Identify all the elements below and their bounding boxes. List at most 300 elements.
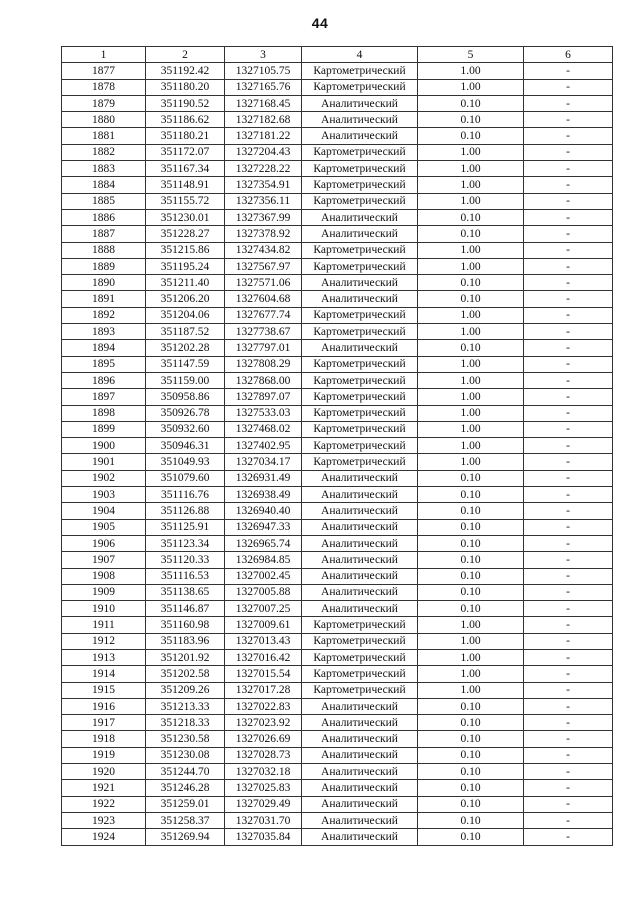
- accuracy-cell: 0.10: [418, 764, 524, 780]
- table-row: [62, 617, 613, 633]
- note-cell: -: [524, 747, 613, 763]
- y-coordinate-cell: 1327007.25: [225, 601, 302, 617]
- note-cell: -: [524, 421, 613, 437]
- accuracy-cell: 0.10: [418, 552, 524, 568]
- note-cell: -: [524, 617, 613, 633]
- note-cell: -: [524, 487, 613, 503]
- method-cell: Аналитический: [302, 552, 418, 568]
- y-coordinate-cell: 1327204.43: [225, 144, 302, 160]
- table-row: [62, 487, 613, 503]
- note-cell: -: [524, 519, 613, 535]
- table-row: [62, 242, 613, 258]
- table-row: [62, 438, 613, 454]
- method-cell: Картометрический: [302, 633, 418, 649]
- point-number-cell: 1881: [62, 128, 146, 144]
- column-header-6: 6: [524, 47, 613, 63]
- note-cell: -: [524, 698, 613, 714]
- x-coordinate-cell: 351116.76: [146, 487, 225, 503]
- table-row: [62, 812, 613, 828]
- x-coordinate-cell: 351187.52: [146, 324, 225, 340]
- table-row: [62, 535, 613, 551]
- method-cell: Аналитический: [302, 535, 418, 551]
- accuracy-cell: 0.10: [418, 503, 524, 519]
- x-coordinate-cell: 351159.00: [146, 372, 225, 388]
- method-cell: Аналитический: [302, 95, 418, 111]
- x-coordinate-cell: 351209.26: [146, 682, 225, 698]
- point-number-cell: 1924: [62, 829, 146, 845]
- y-coordinate-cell: 1327013.43: [225, 633, 302, 649]
- accuracy-cell: 0.10: [418, 535, 524, 551]
- table-row: [62, 258, 613, 274]
- point-number-cell: 1892: [62, 307, 146, 323]
- x-coordinate-cell: 351258.37: [146, 812, 225, 828]
- y-coordinate-cell: 1327897.07: [225, 389, 302, 405]
- x-coordinate-cell: 350932.60: [146, 421, 225, 437]
- point-number-cell: 1891: [62, 291, 146, 307]
- method-cell: Аналитический: [302, 747, 418, 763]
- point-number-cell: 1885: [62, 193, 146, 209]
- method-cell: Аналитический: [302, 796, 418, 812]
- accuracy-cell: 0.10: [418, 519, 524, 535]
- table-row: [62, 796, 613, 812]
- y-coordinate-cell: 1327026.69: [225, 731, 302, 747]
- table-row: [62, 633, 613, 649]
- y-coordinate-cell: 1327029.49: [225, 796, 302, 812]
- point-number-cell: 1912: [62, 633, 146, 649]
- x-coordinate-cell: 351148.91: [146, 177, 225, 193]
- point-number-cell: 1922: [62, 796, 146, 812]
- accuracy-cell: 0.10: [418, 601, 524, 617]
- point-number-cell: 1895: [62, 356, 146, 372]
- y-coordinate-cell: 1326984.85: [225, 552, 302, 568]
- accuracy-cell: 0.10: [418, 291, 524, 307]
- method-cell: Аналитический: [302, 226, 418, 242]
- y-coordinate-cell: 1327434.82: [225, 242, 302, 258]
- x-coordinate-cell: 350958.86: [146, 389, 225, 405]
- note-cell: -: [524, 340, 613, 356]
- y-coordinate-cell: 1327009.61: [225, 617, 302, 633]
- point-number-cell: 1918: [62, 731, 146, 747]
- table-header: [62, 47, 613, 63]
- column-header-5: 5: [418, 47, 524, 63]
- method-cell: Аналитический: [302, 698, 418, 714]
- note-cell: -: [524, 682, 613, 698]
- accuracy-cell: 1.00: [418, 649, 524, 665]
- note-cell: -: [524, 454, 613, 470]
- method-cell: Аналитический: [302, 731, 418, 747]
- y-coordinate-cell: 1327031.70: [225, 812, 302, 828]
- x-coordinate-cell: 351123.34: [146, 535, 225, 551]
- x-coordinate-cell: 351192.42: [146, 63, 225, 79]
- method-cell: Картометрический: [302, 161, 418, 177]
- accuracy-cell: 1.00: [418, 666, 524, 682]
- accuracy-cell: 1.00: [418, 356, 524, 372]
- column-header-1: 1: [62, 47, 146, 63]
- point-number-cell: 1923: [62, 812, 146, 828]
- table-row: [62, 780, 613, 796]
- accuracy-cell: 0.10: [418, 698, 524, 714]
- x-coordinate-cell: 351211.40: [146, 275, 225, 291]
- note-cell: -: [524, 715, 613, 731]
- table-row: [62, 470, 613, 486]
- point-number-cell: 1903: [62, 487, 146, 503]
- table-row: [62, 454, 613, 470]
- accuracy-cell: 1.00: [418, 307, 524, 323]
- y-coordinate-cell: 1327677.74: [225, 307, 302, 323]
- method-cell: Картометрический: [302, 177, 418, 193]
- y-coordinate-cell: 1327533.03: [225, 405, 302, 421]
- y-coordinate-cell: 1327025.83: [225, 780, 302, 796]
- method-cell: Картометрический: [302, 438, 418, 454]
- table-row: [62, 829, 613, 845]
- point-number-cell: 1917: [62, 715, 146, 731]
- accuracy-cell: 1.00: [418, 389, 524, 405]
- point-number-cell: 1920: [62, 764, 146, 780]
- method-cell: Картометрический: [302, 144, 418, 160]
- y-coordinate-cell: 1327354.91: [225, 177, 302, 193]
- accuracy-cell: 1.00: [418, 682, 524, 698]
- table-row: [62, 226, 613, 242]
- note-cell: -: [524, 112, 613, 128]
- note-cell: -: [524, 95, 613, 111]
- page-number: 44: [311, 15, 329, 31]
- note-cell: -: [524, 258, 613, 274]
- accuracy-cell: 1.00: [418, 421, 524, 437]
- note-cell: -: [524, 503, 613, 519]
- method-cell: Аналитический: [302, 340, 418, 356]
- accuracy-cell: 0.10: [418, 812, 524, 828]
- x-coordinate-cell: 350926.78: [146, 405, 225, 421]
- accuracy-cell: 1.00: [418, 177, 524, 193]
- table-row: [62, 649, 613, 665]
- x-coordinate-cell: 351079.60: [146, 470, 225, 486]
- method-cell: Аналитический: [302, 812, 418, 828]
- table-row: [62, 79, 613, 95]
- accuracy-cell: 0.10: [418, 487, 524, 503]
- table-row: [62, 372, 613, 388]
- note-cell: -: [524, 242, 613, 258]
- accuracy-cell: 0.10: [418, 128, 524, 144]
- y-coordinate-cell: 1327571.06: [225, 275, 302, 291]
- note-cell: -: [524, 389, 613, 405]
- table-row: [62, 764, 613, 780]
- accuracy-cell: 0.10: [418, 209, 524, 225]
- accuracy-cell: 0.10: [418, 584, 524, 600]
- x-coordinate-cell: 351202.28: [146, 340, 225, 356]
- method-cell: Аналитический: [302, 487, 418, 503]
- note-cell: -: [524, 666, 613, 682]
- point-number-cell: 1877: [62, 63, 146, 79]
- y-coordinate-cell: 1327028.73: [225, 747, 302, 763]
- method-cell: Картометрический: [302, 649, 418, 665]
- note-cell: -: [524, 405, 613, 421]
- point-number-cell: 1905: [62, 519, 146, 535]
- y-coordinate-cell: 1326965.74: [225, 535, 302, 551]
- note-cell: -: [524, 177, 613, 193]
- note-cell: -: [524, 79, 613, 95]
- method-cell: Картометрический: [302, 682, 418, 698]
- accuracy-cell: 1.00: [418, 438, 524, 454]
- table-row: [62, 112, 613, 128]
- method-cell: Аналитический: [302, 764, 418, 780]
- point-number-cell: 1900: [62, 438, 146, 454]
- y-coordinate-cell: 1327181.22: [225, 128, 302, 144]
- note-cell: -: [524, 144, 613, 160]
- accuracy-cell: 0.10: [418, 340, 524, 356]
- point-number-cell: 1884: [62, 177, 146, 193]
- y-coordinate-cell: 1327015.54: [225, 666, 302, 682]
- method-cell: Аналитический: [302, 780, 418, 796]
- note-cell: -: [524, 812, 613, 828]
- x-coordinate-cell: 351228.27: [146, 226, 225, 242]
- note-cell: -: [524, 633, 613, 649]
- point-number-cell: 1897: [62, 389, 146, 405]
- note-cell: -: [524, 780, 613, 796]
- x-coordinate-cell: 351230.01: [146, 209, 225, 225]
- accuracy-cell: 1.00: [418, 454, 524, 470]
- table-row: [62, 715, 613, 731]
- x-coordinate-cell: 351230.08: [146, 747, 225, 763]
- x-coordinate-cell: 351147.59: [146, 356, 225, 372]
- x-coordinate-cell: 351230.58: [146, 731, 225, 747]
- table-row: [62, 193, 613, 209]
- y-coordinate-cell: 1327797.01: [225, 340, 302, 356]
- method-cell: Картометрический: [302, 617, 418, 633]
- table-row: [62, 209, 613, 225]
- note-cell: -: [524, 552, 613, 568]
- table-row: [62, 519, 613, 535]
- x-coordinate-cell: 351167.34: [146, 161, 225, 177]
- note-cell: -: [524, 584, 613, 600]
- point-number-cell: 1878: [62, 79, 146, 95]
- y-coordinate-cell: 1327005.88: [225, 584, 302, 600]
- y-coordinate-cell: 1326938.49: [225, 487, 302, 503]
- accuracy-cell: 1.00: [418, 372, 524, 388]
- point-number-cell: 1906: [62, 535, 146, 551]
- accuracy-cell: 0.10: [418, 747, 524, 763]
- table-row: [62, 584, 613, 600]
- table-row: [62, 698, 613, 714]
- x-coordinate-cell: 351049.93: [146, 454, 225, 470]
- method-cell: Аналитический: [302, 503, 418, 519]
- table-row: [62, 731, 613, 747]
- x-coordinate-cell: 351125.91: [146, 519, 225, 535]
- table-row: [62, 128, 613, 144]
- note-cell: -: [524, 649, 613, 665]
- x-coordinate-cell: 351126.88: [146, 503, 225, 519]
- accuracy-cell: 1.00: [418, 161, 524, 177]
- method-cell: Аналитический: [302, 275, 418, 291]
- note-cell: -: [524, 829, 613, 845]
- point-number-cell: 1910: [62, 601, 146, 617]
- table-row: [62, 421, 613, 437]
- accuracy-cell: 0.10: [418, 95, 524, 111]
- table-row: [62, 552, 613, 568]
- note-cell: -: [524, 568, 613, 584]
- accuracy-cell: 1.00: [418, 193, 524, 209]
- x-coordinate-cell: 351206.20: [146, 291, 225, 307]
- point-number-cell: 1886: [62, 209, 146, 225]
- note-cell: -: [524, 324, 613, 340]
- x-coordinate-cell: 351183.96: [146, 633, 225, 649]
- accuracy-cell: 0.10: [418, 568, 524, 584]
- point-number-cell: 1899: [62, 421, 146, 437]
- note-cell: -: [524, 161, 613, 177]
- column-header-3: 3: [225, 47, 302, 63]
- table-row: [62, 307, 613, 323]
- point-number-cell: 1911: [62, 617, 146, 633]
- x-coordinate-cell: 351202.58: [146, 666, 225, 682]
- point-number-cell: 1921: [62, 780, 146, 796]
- note-cell: -: [524, 764, 613, 780]
- method-cell: Картометрический: [302, 372, 418, 388]
- x-coordinate-cell: 351215.86: [146, 242, 225, 258]
- y-coordinate-cell: 1327604.68: [225, 291, 302, 307]
- x-coordinate-cell: 351190.52: [146, 95, 225, 111]
- table-row: [62, 682, 613, 698]
- x-coordinate-cell: 351172.07: [146, 144, 225, 160]
- table-row: [62, 340, 613, 356]
- y-coordinate-cell: 1327738.67: [225, 324, 302, 340]
- point-number-cell: 1898: [62, 405, 146, 421]
- x-coordinate-cell: 351146.87: [146, 601, 225, 617]
- y-coordinate-cell: 1327402.95: [225, 438, 302, 454]
- y-coordinate-cell: 1327868.00: [225, 372, 302, 388]
- point-number-cell: 1919: [62, 747, 146, 763]
- y-coordinate-cell: 1327367.99: [225, 209, 302, 225]
- y-coordinate-cell: 1327168.45: [225, 95, 302, 111]
- point-number-cell: 1894: [62, 340, 146, 356]
- x-coordinate-cell: 351186.62: [146, 112, 225, 128]
- method-cell: Аналитический: [302, 470, 418, 486]
- y-coordinate-cell: 1327105.75: [225, 63, 302, 79]
- point-number-cell: 1879: [62, 95, 146, 111]
- table-row: [62, 666, 613, 682]
- method-cell: Картометрический: [302, 356, 418, 372]
- table-row: [62, 747, 613, 763]
- x-coordinate-cell: 351244.70: [146, 764, 225, 780]
- y-coordinate-cell: 1327567.97: [225, 258, 302, 274]
- note-cell: -: [524, 601, 613, 617]
- y-coordinate-cell: 1327023.92: [225, 715, 302, 731]
- accuracy-cell: 0.10: [418, 275, 524, 291]
- x-coordinate-cell: 351204.06: [146, 307, 225, 323]
- point-number-cell: 1880: [62, 112, 146, 128]
- note-cell: -: [524, 291, 613, 307]
- accuracy-cell: 0.10: [418, 226, 524, 242]
- table-row: [62, 405, 613, 421]
- table-row: [62, 177, 613, 193]
- accuracy-cell: 1.00: [418, 242, 524, 258]
- y-coordinate-cell: 1327468.02: [225, 421, 302, 437]
- y-coordinate-cell: 1327022.83: [225, 698, 302, 714]
- point-number-cell: 1893: [62, 324, 146, 340]
- x-coordinate-cell: 350946.31: [146, 438, 225, 454]
- note-cell: -: [524, 63, 613, 79]
- note-cell: -: [524, 731, 613, 747]
- point-number-cell: 1908: [62, 568, 146, 584]
- x-coordinate-cell: 351120.33: [146, 552, 225, 568]
- point-number-cell: 1887: [62, 226, 146, 242]
- method-cell: Аналитический: [302, 584, 418, 600]
- x-coordinate-cell: 351155.72: [146, 193, 225, 209]
- note-cell: -: [524, 796, 613, 812]
- header-row: [62, 47, 613, 63]
- table-row: [62, 291, 613, 307]
- y-coordinate-cell: 1327017.28: [225, 682, 302, 698]
- point-number-cell: 1896: [62, 372, 146, 388]
- accuracy-cell: 0.10: [418, 780, 524, 796]
- method-cell: Аналитический: [302, 568, 418, 584]
- x-coordinate-cell: 351195.24: [146, 258, 225, 274]
- table-row: [62, 568, 613, 584]
- method-cell: Аналитический: [302, 291, 418, 307]
- table-row: [62, 356, 613, 372]
- coordinates-table: [61, 46, 613, 846]
- method-cell: Аналитический: [302, 209, 418, 225]
- x-coordinate-cell: 351160.98: [146, 617, 225, 633]
- point-number-cell: 1902: [62, 470, 146, 486]
- point-number-cell: 1916: [62, 698, 146, 714]
- method-cell: Аналитический: [302, 128, 418, 144]
- table-row: [62, 389, 613, 405]
- method-cell: Картометрический: [302, 63, 418, 79]
- method-cell: Картометрический: [302, 79, 418, 95]
- point-number-cell: 1907: [62, 552, 146, 568]
- accuracy-cell: 0.10: [418, 796, 524, 812]
- x-coordinate-cell: 351138.65: [146, 584, 225, 600]
- note-cell: -: [524, 209, 613, 225]
- accuracy-cell: 0.10: [418, 470, 524, 486]
- x-coordinate-cell: 351201.92: [146, 649, 225, 665]
- x-coordinate-cell: 351269.94: [146, 829, 225, 845]
- accuracy-cell: 1.00: [418, 324, 524, 340]
- point-number-cell: 1890: [62, 275, 146, 291]
- x-coordinate-cell: 351180.21: [146, 128, 225, 144]
- table-row: [62, 503, 613, 519]
- accuracy-cell: 0.10: [418, 715, 524, 731]
- y-coordinate-cell: 1327035.84: [225, 829, 302, 845]
- point-number-cell: 1913: [62, 649, 146, 665]
- y-coordinate-cell: 1327016.42: [225, 649, 302, 665]
- method-cell: Аналитический: [302, 519, 418, 535]
- accuracy-cell: 1.00: [418, 79, 524, 95]
- note-cell: -: [524, 193, 613, 209]
- note-cell: -: [524, 372, 613, 388]
- y-coordinate-cell: 1327356.11: [225, 193, 302, 209]
- y-coordinate-cell: 1327002.45: [225, 568, 302, 584]
- note-cell: -: [524, 275, 613, 291]
- note-cell: -: [524, 307, 613, 323]
- accuracy-cell: 1.00: [418, 144, 524, 160]
- accuracy-cell: 0.10: [418, 829, 524, 845]
- accuracy-cell: 0.10: [418, 112, 524, 128]
- accuracy-cell: 1.00: [418, 405, 524, 421]
- accuracy-cell: 1.00: [418, 258, 524, 274]
- y-coordinate-cell: 1327034.17: [225, 454, 302, 470]
- table-row: [62, 324, 613, 340]
- note-cell: -: [524, 128, 613, 144]
- method-cell: Аналитический: [302, 829, 418, 845]
- x-coordinate-cell: 351180.20: [146, 79, 225, 95]
- accuracy-cell: 1.00: [418, 633, 524, 649]
- point-number-cell: 1882: [62, 144, 146, 160]
- y-coordinate-cell: 1327808.29: [225, 356, 302, 372]
- method-cell: Аналитический: [302, 715, 418, 731]
- point-number-cell: 1901: [62, 454, 146, 470]
- point-number-cell: 1883: [62, 161, 146, 177]
- accuracy-cell: 0.10: [418, 731, 524, 747]
